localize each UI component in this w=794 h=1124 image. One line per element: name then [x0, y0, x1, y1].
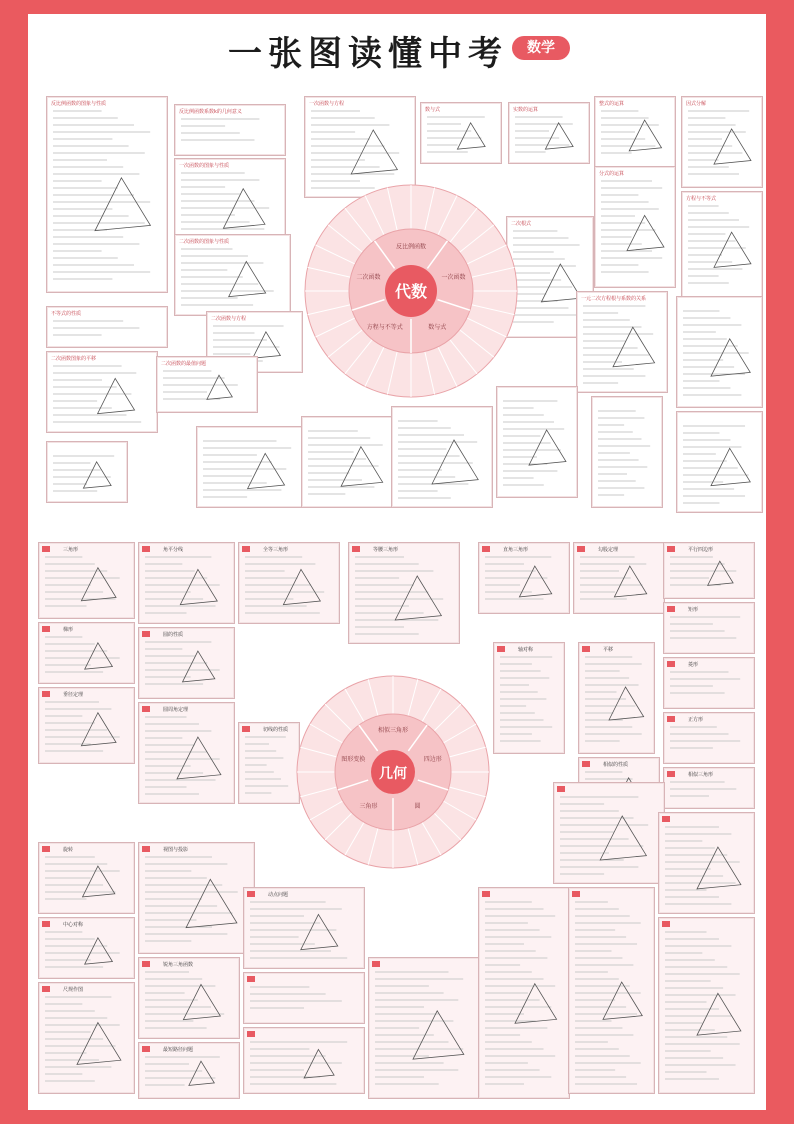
- algebra-card: [46, 306, 168, 348]
- poster-header: [28, 14, 766, 84]
- card-title: 尺规作图: [63, 987, 84, 993]
- card-title: 正方形: [688, 717, 704, 723]
- card-title: 直角三角形: [503, 547, 529, 553]
- card-sketch: [139, 628, 234, 698]
- card-sketch: [577, 292, 667, 392]
- card-title: 轴对称: [518, 647, 534, 653]
- card-tag: [142, 846, 150, 852]
- card-tag: [667, 606, 675, 612]
- card-tag: [247, 891, 255, 897]
- card-tag: [352, 546, 360, 552]
- geometry-card: [38, 687, 135, 764]
- geometry-card: [663, 542, 755, 599]
- card-title: 反比例函数系数k的几何意义: [179, 109, 242, 115]
- geometry-card: [478, 887, 570, 1099]
- page-title: 一张图读懂中考: [228, 34, 508, 74]
- algebra-card: [576, 291, 668, 393]
- algebra-card: [174, 104, 286, 156]
- wheel-sector-label: 圆: [414, 802, 421, 810]
- geometry-section: [38, 542, 756, 1097]
- card-sketch: [175, 235, 290, 315]
- geometry-mind-wheel: [293, 672, 493, 872]
- geometry-card: [38, 982, 135, 1094]
- geometry-center-label: 几何: [379, 766, 407, 782]
- geometry-card: [138, 842, 255, 954]
- card-sketch: [139, 703, 234, 803]
- algebra-card: [420, 102, 502, 164]
- geometry-card: [38, 917, 135, 979]
- card-sketch: [239, 723, 299, 803]
- algebra-card: [496, 386, 578, 498]
- geometry-card: [138, 702, 235, 804]
- algebra-card: [591, 396, 663, 508]
- card-sketch: [574, 543, 664, 613]
- wheel-sector-label: 相似三角形: [377, 727, 409, 735]
- geometry-card: [658, 812, 755, 914]
- algebra-card: [46, 96, 168, 293]
- card-tag: [247, 976, 255, 982]
- algebra-card: [391, 406, 493, 508]
- card-sketch: [664, 658, 754, 708]
- card-sketch: [47, 442, 127, 502]
- card-title: 相似三角形: [688, 772, 714, 778]
- algebra-card: [508, 102, 590, 164]
- card-tag: [142, 706, 150, 712]
- card-sketch: [244, 888, 364, 968]
- algebra-card: [594, 96, 676, 168]
- card-tag: [582, 761, 590, 767]
- card-title: 因式分解: [686, 101, 707, 107]
- card-tag: [667, 771, 675, 777]
- card-sketch: [677, 412, 762, 512]
- card-sketch: [39, 918, 134, 978]
- card-tag: [142, 961, 150, 967]
- algebra-section: [46, 96, 748, 516]
- card-title: 方程与不等式: [686, 196, 717, 202]
- card-title: 一次函数的图象与性质: [179, 163, 230, 169]
- card-title: 动点问题: [268, 892, 289, 898]
- card-tag: [247, 1031, 255, 1037]
- geometry-card: [573, 542, 665, 614]
- card-title: 二次函数与方程: [211, 316, 247, 322]
- card-sketch: [244, 973, 364, 1023]
- algebra-card: [196, 426, 308, 508]
- card-sketch: [239, 543, 339, 623]
- card-title: 矩形: [688, 607, 699, 613]
- card-tag: [582, 646, 590, 652]
- card-title: 角平分线: [163, 547, 184, 553]
- card-title: 相似的性质: [603, 762, 629, 768]
- algebra-card: [46, 441, 128, 503]
- geometry-card: [568, 887, 655, 1094]
- card-title: 勾股定理: [598, 547, 619, 553]
- card-title: 梯形: [63, 627, 74, 633]
- card-title: 实数的运算: [513, 107, 539, 113]
- card-tag: [142, 1046, 150, 1052]
- card-title: 平移: [603, 647, 614, 653]
- geometry-card: [553, 782, 665, 884]
- poster: [28, 14, 766, 1110]
- geometry-card: [138, 627, 235, 699]
- card-title: 圆的性质: [163, 632, 184, 638]
- card-tag: [482, 891, 490, 897]
- geometry-card: [663, 657, 755, 709]
- card-tag: [42, 626, 50, 632]
- card-tag: [372, 961, 380, 967]
- card-sketch: [595, 167, 675, 287]
- card-sketch: [659, 918, 754, 1093]
- wheel-sector-label: 二次函数: [356, 274, 381, 282]
- subject-badge: 数学: [512, 36, 570, 60]
- card-sketch: [47, 97, 167, 292]
- card-sketch: [664, 603, 754, 653]
- geometry-card: [663, 602, 755, 654]
- geometry-card: [38, 542, 135, 619]
- card-sketch: [595, 97, 675, 167]
- geometry-card: [243, 887, 365, 969]
- algebra-card: [594, 166, 676, 288]
- card-sketch: [554, 783, 664, 883]
- geometry-card: [238, 542, 340, 624]
- card-title: 二次根式: [511, 221, 532, 227]
- card-tag: [667, 661, 675, 667]
- card-title: 全等三角形: [263, 547, 289, 553]
- card-tag: [42, 691, 50, 697]
- card-sketch: [39, 543, 134, 618]
- algebra-card: [156, 356, 258, 413]
- card-tag: [142, 546, 150, 552]
- card-title: 旋转: [63, 847, 74, 853]
- geometry-card: [38, 842, 135, 914]
- geometry-card: [368, 957, 480, 1099]
- card-title: 三角形: [63, 547, 79, 553]
- geometry-card: [38, 622, 135, 684]
- card-title: 最短路径问题: [163, 1047, 194, 1053]
- card-sketch: [659, 813, 754, 913]
- card-tag: [42, 846, 50, 852]
- card-sketch: [302, 417, 397, 507]
- card-sketch: [39, 983, 134, 1093]
- card-sketch: [244, 1028, 364, 1093]
- card-title: 等腰三角形: [373, 547, 399, 553]
- card-sketch: [392, 407, 492, 507]
- card-sketch: [139, 958, 239, 1038]
- card-title: 中心对称: [63, 922, 84, 928]
- card-tag: [42, 986, 50, 992]
- geometry-card: [138, 957, 240, 1039]
- geometry-card: [138, 1042, 240, 1099]
- card-tag: [42, 546, 50, 552]
- card-tag: [572, 891, 580, 897]
- card-title: 分式的运算: [599, 171, 625, 177]
- card-title: 一元二次方程根与系数的关系: [581, 296, 647, 302]
- card-sketch: [479, 888, 569, 1098]
- card-tag: [667, 546, 675, 552]
- card-sketch: [677, 297, 762, 407]
- card-tag: [497, 646, 505, 652]
- card-sketch: [39, 623, 134, 683]
- card-title: 一次函数与方程: [309, 101, 345, 107]
- card-title: 整式的运算: [599, 101, 625, 107]
- card-sketch: [139, 843, 254, 953]
- card-title: 二次函数的图象与性质: [179, 239, 230, 245]
- card-tag: [142, 631, 150, 637]
- algebra-card: [676, 411, 763, 513]
- wheel-sector-label: 方程与不等式: [366, 324, 403, 332]
- geometry-card: [663, 767, 755, 809]
- algebra-card: [676, 296, 763, 408]
- card-tag: [482, 546, 490, 552]
- card-tag: [577, 546, 585, 552]
- geometry-card: [348, 542, 460, 644]
- algebra-card: [46, 351, 158, 433]
- wheel-sector-label: 四边形: [423, 756, 442, 764]
- geometry-card: [658, 917, 755, 1094]
- algebra-card: [174, 234, 291, 316]
- algebra-card: [301, 416, 398, 508]
- card-sketch: [349, 543, 459, 643]
- geometry-card: [478, 542, 570, 614]
- card-title: 切线的性质: [263, 727, 289, 733]
- card-tag: [557, 786, 565, 792]
- geometry-card: [493, 642, 565, 754]
- card-sketch: [39, 688, 134, 763]
- card-title: 菱形: [688, 662, 699, 668]
- geometry-card: [243, 1027, 365, 1094]
- card-sketch: [479, 543, 569, 613]
- geometry-card: [578, 642, 655, 754]
- card-sketch: [39, 843, 134, 913]
- geometry-card: [663, 712, 755, 764]
- card-sketch: [369, 958, 479, 1098]
- geometry-card: [138, 542, 235, 624]
- card-title: 锐角三角函数: [163, 962, 194, 968]
- card-title: 数与式: [425, 107, 441, 113]
- card-sketch: [592, 397, 662, 507]
- card-title: 二次函数的最值问题: [161, 361, 207, 367]
- card-title: 视图与投影: [163, 847, 189, 853]
- card-title: 垂径定理: [63, 692, 84, 698]
- card-tag: [242, 546, 250, 552]
- card-tag: [662, 816, 670, 822]
- card-title: 不等式的性质: [51, 311, 82, 317]
- card-sketch: [497, 387, 577, 497]
- card-tag: [42, 921, 50, 927]
- wheel-sector-label: 三角形: [359, 802, 378, 810]
- card-sketch: [664, 713, 754, 763]
- card-sketch: [139, 543, 234, 623]
- card-title: 二次函数图象的平移: [51, 356, 97, 362]
- card-sketch: [494, 643, 564, 753]
- card-sketch: [569, 888, 654, 1093]
- card-sketch: [682, 97, 762, 187]
- wheel-sector-label: 反比例函数: [395, 243, 427, 251]
- algebra-card: [681, 96, 763, 188]
- card-tag: [667, 716, 675, 722]
- card-title: 平行四边形: [688, 547, 714, 553]
- wheel-sector-label: 图形变换: [341, 756, 366, 764]
- geometry-card: [243, 972, 365, 1024]
- card-sketch: [579, 643, 654, 753]
- algebra-card: [681, 191, 763, 298]
- algebra-mind-wheel: [301, 181, 521, 401]
- card-sketch: [197, 427, 307, 507]
- geometry-card: [238, 722, 300, 804]
- card-sketch: [47, 352, 157, 432]
- card-sketch: [682, 192, 762, 297]
- wheel-sector-label: 数与式: [428, 324, 447, 332]
- card-tag: [242, 726, 250, 732]
- card-tag: [662, 921, 670, 927]
- wheel-sector-label: 一次函数: [441, 274, 466, 282]
- card-title: 圆周角定理: [163, 707, 189, 713]
- card-title: 反比例函数的图象与性质: [51, 101, 107, 107]
- algebra-center-label: 代数: [394, 282, 428, 301]
